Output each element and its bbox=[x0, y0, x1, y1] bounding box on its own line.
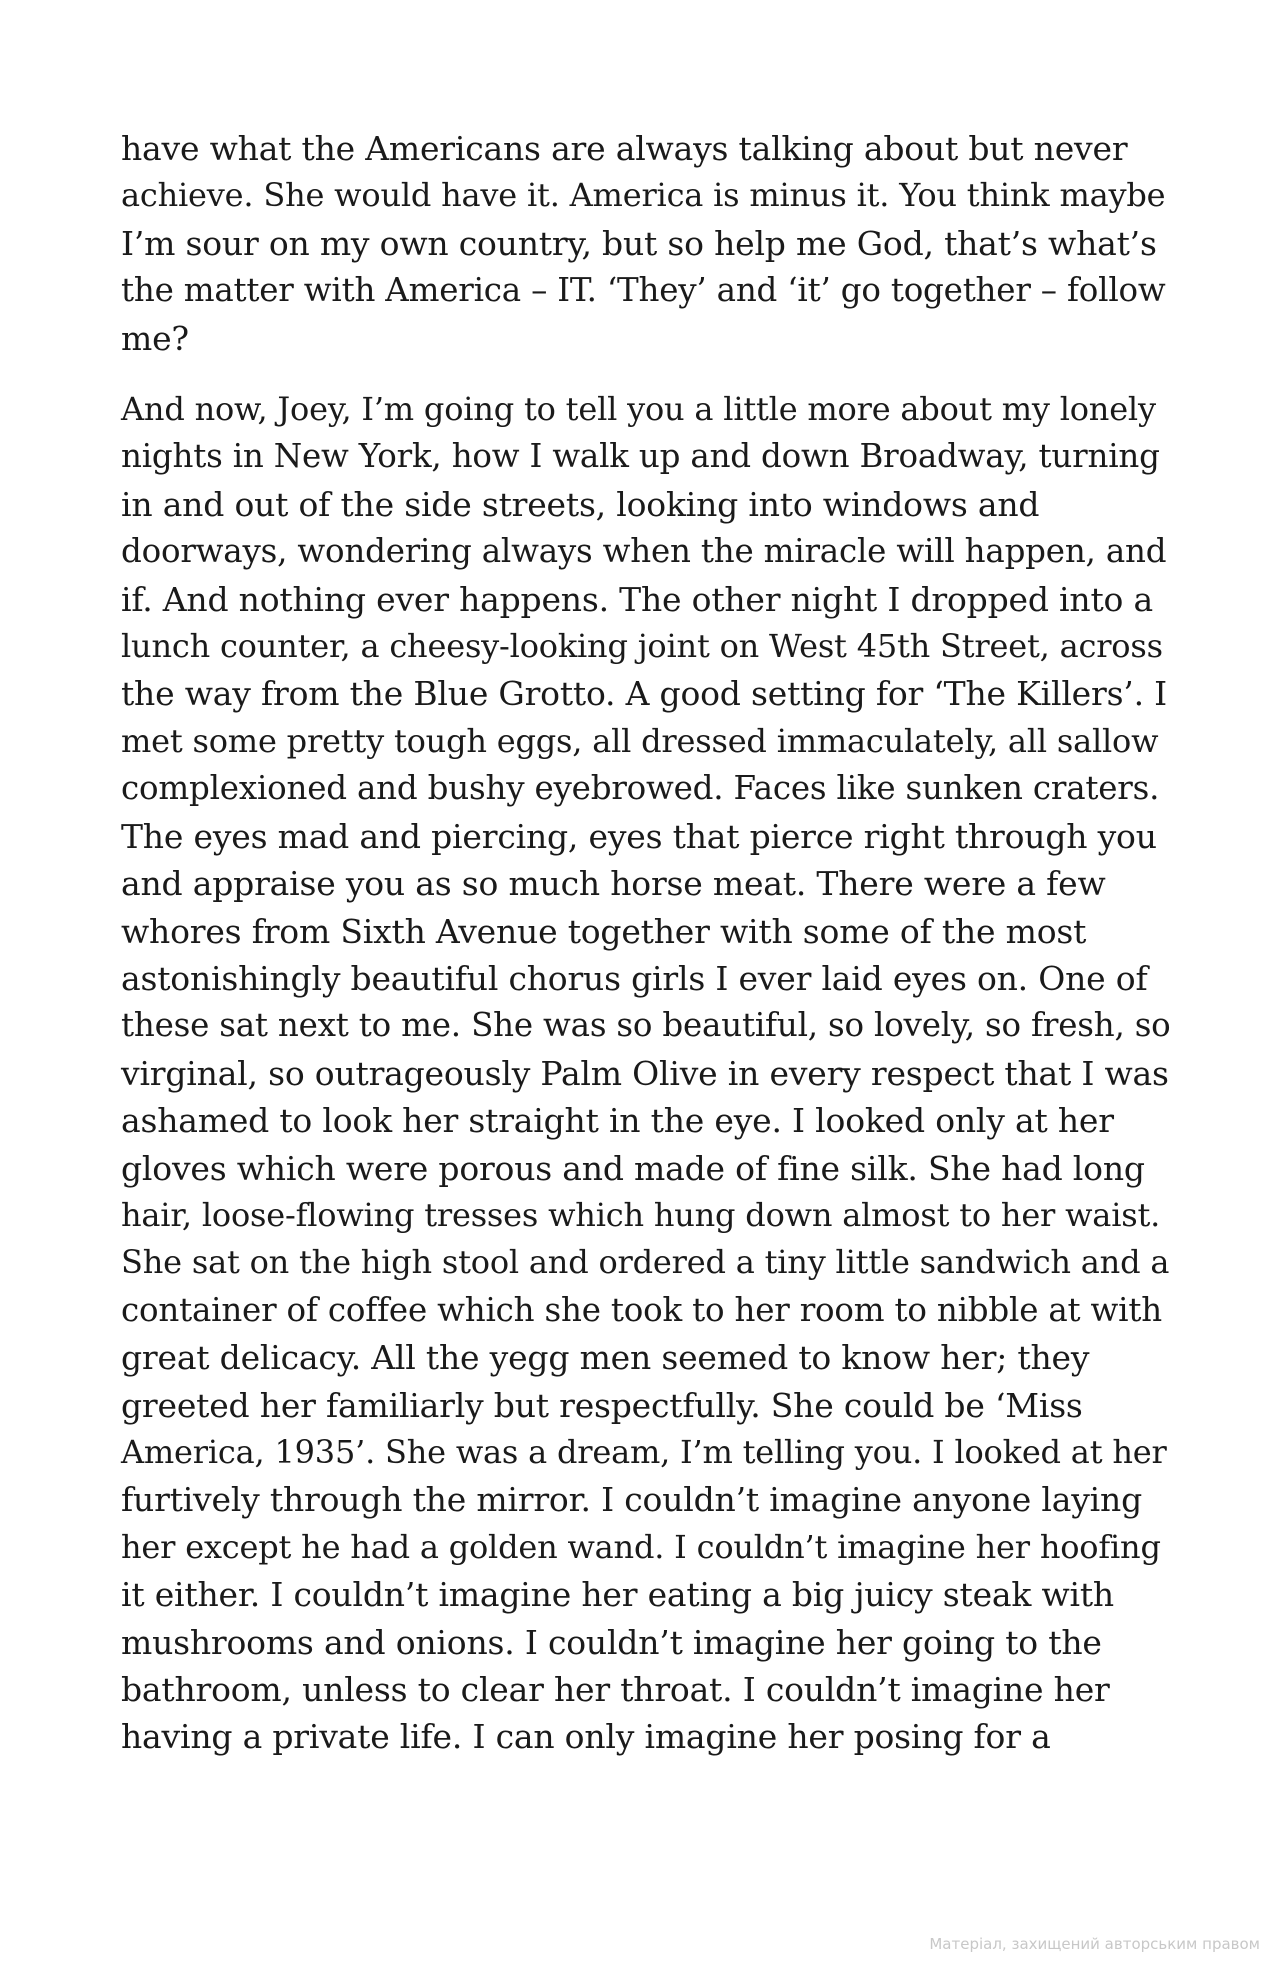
text-line: have what the Americans are always talking about but never bbox=[121, 129, 1128, 168]
paragraph bbox=[121, 125, 1171, 362]
text-line: bathroom, unless to clear her throat. I couldn’t imagine her bbox=[121, 1670, 1110, 1709]
text-line: in and out of the side streets, looking into windows and bbox=[121, 484, 1040, 524]
text-line: furtively through the mirror. I couldn’t imagine anyone laying bbox=[121, 1480, 1143, 1520]
text-line: hair, loose-flowing tresses which hung down almost to her waist. bbox=[121, 1195, 1161, 1234]
text-line: met some pretty tough eggs, all dressed immaculately, all sallow bbox=[121, 721, 1159, 760]
text-line: lunch counter, a cheesy-looking joint on West 45th Street, across bbox=[121, 627, 1163, 666]
text-line: nights in New York, how I walk up and down Broadway, turning bbox=[121, 437, 1160, 476]
text-line: achieve. She would have it. America is minus it. You think maybe bbox=[121, 176, 1166, 215]
text-line: I’m sour on my own country, but so help me God, that’s what’s bbox=[121, 223, 1157, 263]
text-line: astonishingly beautiful chorus girls I ever laid eyes on. One of bbox=[121, 958, 1148, 998]
text-line: mushrooms and onions. I couldn’t imagine her going to the bbox=[121, 1622, 1102, 1662]
text-line: greeted her familiarly but respectfully. She could be ‘Miss bbox=[121, 1385, 1083, 1425]
text-line: America, 1935’. She was a dream, I’m telling you. I looked at her bbox=[121, 1432, 1167, 1471]
text-line: She sat on the high stool and ordered a tiny little sandwich and a bbox=[121, 1243, 1170, 1282]
text-line: great delicacy. All the yegg men seemed to know her; they bbox=[121, 1338, 1090, 1378]
text-line: doorways, wondering always when the miracle will happen, and bbox=[121, 532, 1167, 571]
text-line: these sat next to me. She was so beautiful, so lovely, so fresh, so bbox=[121, 1006, 1171, 1045]
body-text bbox=[121, 125, 1171, 1761]
copyright-notice: Матеріал, захищений авторським правом bbox=[929, 1935, 1260, 1953]
text-line: me? bbox=[121, 318, 189, 358]
text-line: the matter with America – IT. ‘They’ and ‘it’ go together – follow bbox=[121, 271, 1166, 310]
text-line: if. And nothing ever happens. The other night I dropped into a bbox=[121, 579, 1153, 619]
text-line: The eyes mad and piercing, eyes that pierce right through you bbox=[121, 816, 1157, 856]
text-line: having a private life. I can only imagine her posing for a bbox=[121, 1717, 1051, 1757]
text-line: ashamed to look her straight in the eye. I looked only at her bbox=[121, 1101, 1114, 1141]
text-line: virginal, so outrageously Palm Olive in every respect that I was bbox=[121, 1053, 1169, 1093]
text-line: complexioned and bushy eyebrowed. Faces like sunken craters. bbox=[121, 769, 1160, 808]
text-line: whores from Sixth Avenue together with some of the most bbox=[121, 911, 1087, 951]
text-line: it either. I couldn’t imagine her eating a big juicy steak with bbox=[121, 1575, 1114, 1615]
text-line: gloves which were porous and made of fine silk. She had long bbox=[121, 1148, 1145, 1188]
paragraph-gap bbox=[121, 362, 1171, 386]
text-line: the way from the Blue Grotto. A good setting for ‘The Killers’. I bbox=[121, 674, 1168, 714]
text-line: and appraise you as so much horse meat. There were a few bbox=[121, 864, 1106, 904]
text-line: container of coffee which she took to her room to nibble at with bbox=[121, 1290, 1162, 1329]
text-line: her except he had a golden wand. I couldn’t imagine her hoofing bbox=[121, 1527, 1161, 1566]
paragraph bbox=[121, 386, 1171, 1761]
text-line: And now, Joey, I’m going to tell you a little more about my lonely bbox=[121, 390, 1156, 429]
